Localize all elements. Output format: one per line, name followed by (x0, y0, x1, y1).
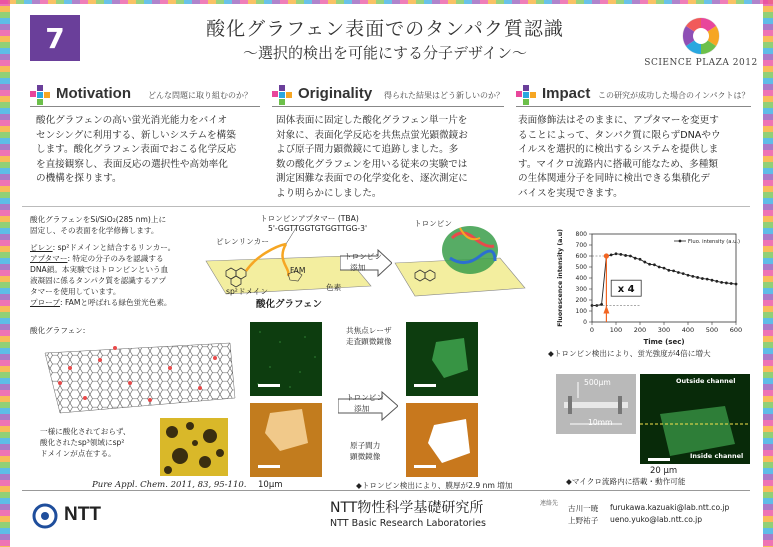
data-point (634, 257, 637, 260)
data-point (735, 283, 738, 286)
impact-line: の生体関連分子を同時に検出できる集積化デ (518, 173, 710, 184)
chart-plot-area (592, 234, 736, 322)
aptamer-line: 液凝固に係るタンパク質を認識するアプ (30, 276, 167, 285)
data-point (715, 280, 718, 283)
chart-caption: ◆トロンビン検出により、蛍光強度が4倍に増大 (548, 349, 711, 358)
data-point (639, 258, 642, 261)
data-point (677, 271, 680, 274)
microfluidic-caption: ◆マイクロ流路内に搭載・動作可能 (566, 477, 686, 486)
legend-marker (679, 240, 682, 243)
legend-label: Fluo. intensity (a.u.) (688, 239, 741, 245)
impact-body (518, 114, 754, 201)
data-point (653, 263, 656, 266)
impact-line: ることによって、タンパク質に限らずDNAやウ (518, 129, 721, 141)
thrombin-label: トロンビン (414, 219, 452, 228)
originality-line: より明らかにしました。 (276, 187, 382, 199)
y-tick-label: 500 (575, 264, 587, 271)
data-point (687, 274, 690, 277)
impact-line: す。マイクロ流路内に搭載可能なため、多種類 (518, 158, 718, 170)
y-tick-label: 600 (575, 253, 587, 260)
sp2-domain-label: sp²ドメイン (226, 287, 268, 296)
originality-line: 測定困難な表面での化学変化を、逐次測定に (276, 173, 468, 184)
x-tick-label: 300 (657, 326, 671, 334)
probe-term: プローブ (30, 298, 60, 307)
y-axis-label: Fluorescence intensity (a.u) (557, 229, 564, 327)
y-tick-label: 0 (583, 319, 587, 326)
y-tick-label: 300 (575, 286, 587, 293)
data-point (615, 252, 618, 255)
afm-label-1: 原子間力 (350, 441, 381, 450)
pyrene-linker-label: ピレンリンカー (216, 237, 269, 246)
go-afm-texture-image (160, 418, 228, 476)
contact-email-1[interactable]: furukawa.kazuaki@lab.ntt.co.jp (610, 503, 730, 512)
afm-label-2: 顕微鏡像 (350, 452, 381, 461)
originality-line: よび原子間力顕微鏡にて追跡しました。多 (276, 144, 459, 155)
citation: Pure Appl. Chem. 2011, 83, 95-110. (92, 480, 247, 490)
data-point (711, 279, 714, 282)
confocal-after-image (406, 322, 478, 396)
data-point (720, 281, 723, 284)
originality-header (272, 85, 504, 107)
arrow-label-1: トロンビン (344, 252, 382, 261)
tba-label: トロンビンアプタマー (TBA) (260, 214, 359, 223)
x-tick-label: 400 (681, 326, 695, 334)
ntt-logo-icon (32, 503, 58, 529)
lab-name-en: NTT Basic Research Laboratories (330, 518, 486, 529)
impact-line: バイスを実現できます。 (518, 187, 623, 199)
originality-line: 数の酸化グラフェンを用いる従来の実験では (276, 158, 468, 170)
note-line: 酸化されたsp³領域にsp² (40, 438, 125, 447)
y-tick-label: 400 (575, 275, 587, 282)
originality-heading: Originality (298, 85, 373, 102)
outside-channel-label: Outside channel (676, 377, 736, 385)
afm-arrow-label-2: 添加 (354, 404, 370, 413)
contact-person-1: 古川一暁 (568, 504, 599, 513)
y-tick-label: 100 (575, 308, 587, 315)
annotation-label: x 4 (617, 284, 635, 296)
motivation-question: どんな問題に取り組むのか？ (148, 91, 252, 100)
peak-highlight-point (604, 253, 609, 258)
intro-line: 固定し、その表面を化学修飾します。 (30, 226, 159, 235)
pyrene-term: ピレン (30, 243, 53, 252)
data-point (701, 277, 704, 280)
data-point (629, 255, 632, 258)
poster-subtitle: ～選択的検出を可能にする分子デザイン～ (243, 44, 527, 62)
motivation-line: します。酸化グラフェン表面でおこる化学反応 (36, 144, 237, 155)
graphene-oxide-structure-image (40, 338, 240, 418)
confocal-label-1: 共焦点レーザ (346, 326, 392, 335)
dye-label: 色素 (326, 283, 342, 292)
confocal-before-image (250, 322, 322, 396)
aptamer-desc: : 特定の分子のみを認識する (67, 254, 164, 263)
confocal-label-2: 走査顕微鏡像 (346, 337, 392, 346)
motivation-body (36, 114, 266, 187)
originality-line: 固体表面に固定した酸化グラフェン単一片を (276, 115, 468, 126)
impact-line: 表面修飾法はそのままに、アプタマーを変更す (518, 115, 719, 126)
lab-name-jp: NTT物性科学基礎研究所 (330, 500, 484, 516)
y-tick-label: 700 (575, 242, 587, 249)
data-point (672, 269, 675, 272)
footer-divider (22, 490, 750, 491)
x-tick-label: 100 (609, 326, 623, 334)
probe-desc: : FAMと呼ばれる緑色蛍光色素。 (60, 298, 172, 307)
ntt-logo-text: NTT (64, 504, 101, 525)
data-point (706, 278, 709, 281)
note-line: ドメインが点在する。 (40, 449, 116, 458)
motivation-icon (30, 85, 50, 105)
section-divider (22, 206, 750, 207)
motivation-header (30, 85, 260, 107)
x-tick-label: 200 (633, 326, 647, 334)
science-plaza-logo-text: SCIENCE PLAZA 2012 (644, 58, 758, 68)
scale-bar-label: 10μm (258, 480, 283, 490)
aptamer-term: アプタマー (30, 254, 68, 263)
aptamer-line: タマーを使用しています。 (30, 287, 121, 296)
data-point (725, 282, 728, 285)
scale-a-label: 500μm (584, 378, 611, 387)
data-point (610, 254, 613, 257)
graphene-oxide-label: 酸化グラフェン: (30, 326, 86, 335)
tba-sequence: 5'-GGTTGGTGTGGTTGG-3' (268, 224, 368, 233)
contact-label: 連絡先 (540, 500, 559, 507)
impact-heading: Impact (542, 85, 591, 102)
y-tick-label: 200 (575, 297, 587, 304)
data-point (730, 282, 733, 285)
motivation-heading: Motivation (56, 85, 131, 102)
motivation-line: の機構を探ります。 (36, 173, 122, 184)
inside-channel-label: Inside channel (690, 452, 744, 460)
science-plaza-logo-icon (670, 14, 732, 58)
motivation-line: 酸化グラフェンの高い蛍光消光能力をバイオ (36, 115, 228, 126)
go-note (40, 426, 160, 459)
fam-label: FAM (290, 266, 306, 275)
microfluidic-fluorescence-image (640, 374, 750, 464)
contact-email-2[interactable]: ueno.yuko@lab.ntt.co.jp (610, 515, 703, 524)
data-point (691, 275, 694, 278)
data-point (696, 276, 699, 279)
scale-b-label: 10mm (588, 418, 613, 427)
left-border-decoration (0, 0, 10, 547)
right-border-decoration (763, 0, 773, 547)
poster-number-badge: 7 (30, 15, 80, 61)
data-point (624, 254, 627, 257)
y-tick-label: 800 (575, 231, 587, 238)
data-point (663, 267, 666, 270)
motivation-line: を直接観察し、表面反応の選択性や高効率化 (36, 158, 228, 170)
data-point (682, 272, 685, 275)
arrow-label-2: 添加 (350, 263, 366, 272)
impact-header (516, 85, 751, 107)
originality-icon (272, 85, 292, 105)
microscopy-caption: ◆トロンビン検出により、膜厚が2.9 nm 増加 (356, 481, 513, 490)
fluorescence-chart (556, 226, 750, 346)
originality-body (276, 114, 506, 201)
scale-c-label: 20 μm (650, 466, 678, 476)
data-point (643, 261, 646, 264)
go-schematic-label: 酸化グラフェン (256, 299, 323, 310)
x-tick-label: 0 (589, 326, 595, 334)
impact-icon (516, 85, 536, 105)
data-point (619, 253, 622, 256)
x-tick-label: 600 (729, 326, 743, 334)
afm-after-image (406, 403, 478, 477)
x-tick-label: 500 (705, 326, 719, 334)
afm-arrow-label-1: トロンビン (346, 393, 384, 402)
originality-question: 得られた結果はどう新しいのか？ (384, 91, 504, 100)
note-line: 一様に酸化されておらず、 (40, 427, 131, 436)
motivation-line: センシングに利用する、新しいシステムを構築 (36, 129, 236, 141)
data-point (658, 266, 661, 269)
contact-person-2: 上野祐子 (568, 516, 599, 525)
data-point (667, 269, 670, 272)
intro-line: 酸化グラフェンをSi/SiO₂(285 nm)上に (30, 215, 167, 224)
top-border-decoration (0, 0, 773, 4)
pyrene-desc: : sp²ドメインと結合するリンカー。 (52, 243, 176, 252)
x-axis-label: Time (sec) (643, 338, 685, 346)
data-point (648, 263, 651, 266)
originality-line: 対象に、表面化学反応を共焦点蛍光顕微鏡お (276, 129, 468, 141)
poster-title: 酸化グラフェン表面でのタンパク質認識 (206, 18, 564, 40)
afm-before-image (250, 403, 322, 477)
aptamer-line: DNA鎖。本実験ではトロンビンという血 (30, 265, 169, 274)
impact-question: この研究が成功した場合のインパクトは？ (598, 91, 750, 100)
impact-line: イルスを選択的に検出するシステムを提供しま (518, 144, 719, 155)
thrombin-bound-schematic (390, 218, 530, 308)
